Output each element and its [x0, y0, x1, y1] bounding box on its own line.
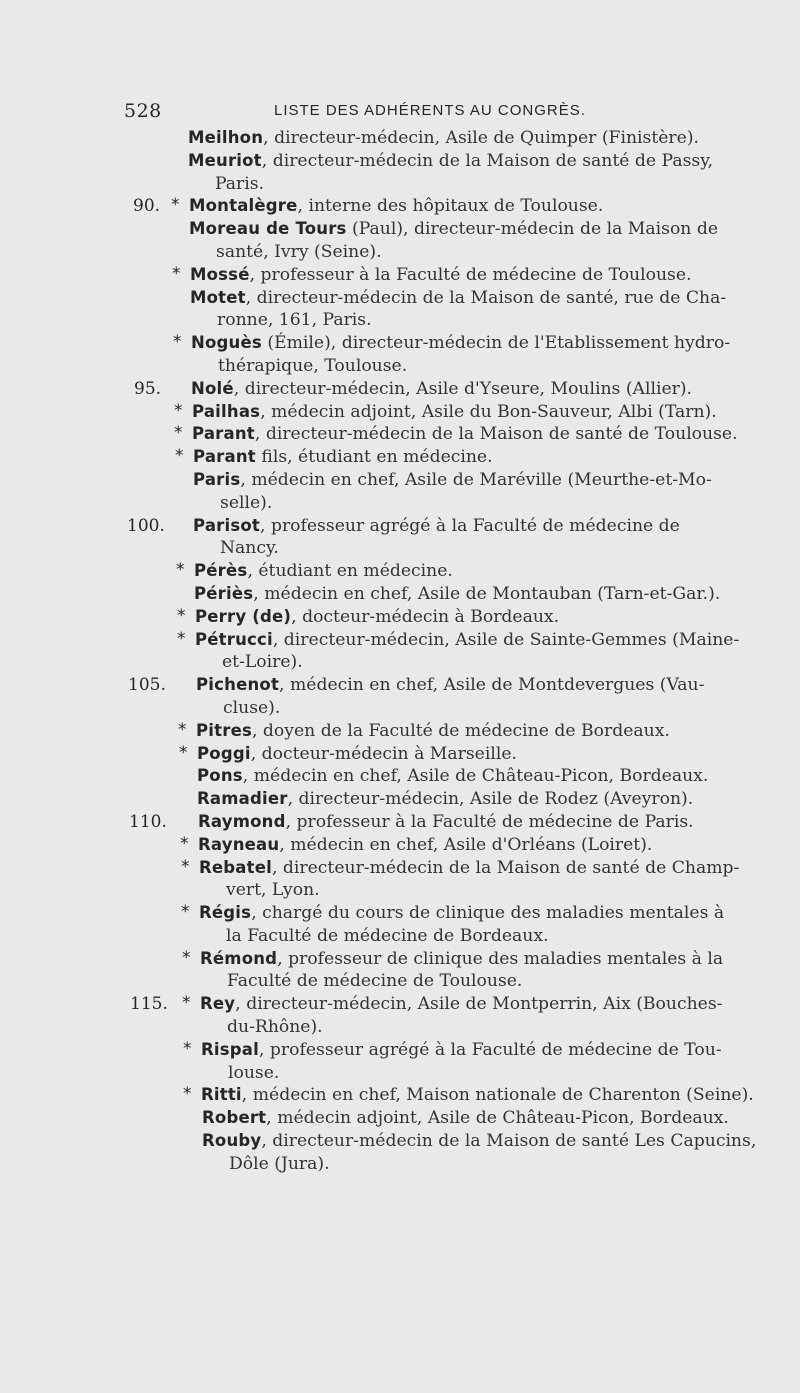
entry-continuation-line — [0, 355, 800, 378]
member-description: , chargé du cours de clinique des maladies mentales à — [251, 903, 725, 924]
member-entry — [0, 606, 800, 629]
member-description: santé, Ivry (Seine). — [216, 241, 382, 262]
member-name: Robert — [202, 1108, 267, 1128]
entry-line — [0, 743, 800, 766]
member-name: Rispal — [201, 1039, 259, 1059]
asterisk-marker: * — [174, 423, 183, 444]
member-name: Régis — [199, 903, 252, 923]
entry-line — [0, 287, 800, 310]
member-name: Pétrucci — [195, 629, 273, 649]
member-entry — [0, 218, 800, 264]
member-name: Meuriot — [188, 150, 262, 170]
member-description: , médecin adjoint, Asile du Bon-Sauveur, Albi (Tarn). — [260, 401, 717, 422]
member-name: Parisot — [193, 515, 261, 535]
member-description: , professeur agrégé à la Faculté de médecine de — [260, 515, 680, 536]
asterisk-marker: * — [173, 332, 182, 353]
asterisk-marker: * — [180, 833, 189, 854]
member-description: et-Loire). — [222, 652, 303, 673]
member-description: , directeur-médecin, Asile de Rodez (Aveyron). — [287, 789, 694, 810]
entry-line — [0, 469, 800, 492]
entry-line — [0, 264, 800, 287]
member-name: Rey — [200, 994, 236, 1014]
member-description: , docteur-médecin à Marseille. — [250, 743, 517, 764]
member-entry — [0, 150, 800, 196]
entry-number: 100. — [127, 515, 165, 536]
entry-line — [0, 606, 800, 629]
entry-line — [0, 583, 800, 606]
asterisk-marker: * — [177, 605, 186, 626]
member-entry — [0, 629, 800, 675]
member-name: Motet — [190, 287, 246, 307]
entry-line — [0, 1039, 800, 1062]
entry-number: 115. — [130, 994, 168, 1015]
entry-continuation-line — [0, 309, 800, 332]
entry-line — [0, 378, 800, 401]
member-entry — [0, 902, 800, 948]
entry-continuation-line — [0, 1153, 800, 1176]
member-name: Parant — [193, 447, 256, 467]
member-description: la Faculté de médecine de Bordeaux. — [226, 925, 549, 946]
member-description: , médecin en chef, Asile de Château-Picon, Bordeaux. — [242, 766, 709, 787]
entry-line — [0, 811, 800, 834]
member-name: Raymond — [198, 811, 286, 831]
member-description: , professeur à la Faculté de médecine de Paris. — [285, 811, 694, 832]
member-name: Rebatel — [199, 857, 272, 877]
member-description: fils, étudiant en médecine. — [255, 447, 493, 468]
member-name: Paris — [193, 469, 241, 489]
member-entry — [0, 378, 800, 401]
entry-line — [0, 857, 800, 880]
asterisk-marker: * — [175, 446, 184, 467]
entry-line — [0, 834, 800, 857]
asterisk-marker: * — [178, 719, 187, 740]
entry-line — [0, 788, 800, 811]
entry-line — [0, 332, 800, 355]
member-entry — [0, 423, 800, 446]
asterisk-marker: * — [181, 902, 190, 923]
member-description: Paris. — [215, 173, 265, 194]
entry-continuation-line — [0, 651, 800, 674]
member-description: Faculté de médecine de Toulouse. — [227, 971, 523, 992]
member-entry — [0, 834, 800, 857]
member-name: Pailhas — [192, 401, 261, 421]
member-name: Moreau de Tours — [189, 219, 347, 239]
member-description: (Émile), directeur-médecin de l'Etablissement hydro- — [261, 333, 731, 354]
asterisk-marker: * — [177, 628, 186, 649]
entry-line — [0, 1107, 800, 1130]
member-entry — [0, 857, 800, 903]
entry-line — [0, 150, 800, 173]
member-entry — [0, 583, 800, 606]
member-description: , interne des hôpitaux de Toulouse. — [297, 196, 604, 217]
member-entry — [0, 993, 800, 1039]
entry-line — [0, 1084, 800, 1107]
member-description: , doyen de la Faculté de médecine de Bordeaux. — [252, 720, 670, 741]
entry-number: 90. — [133, 196, 161, 217]
member-entry — [0, 560, 800, 583]
member-description: thérapique, Toulouse. — [218, 355, 408, 376]
entry-continuation-line — [0, 1016, 800, 1039]
asterisk-marker: * — [171, 195, 180, 216]
entry-number: 110. — [129, 811, 167, 832]
member-description: , médecin en chef, Asile d'Orléans (Loiret). — [279, 834, 653, 855]
member-name: Rayneau — [198, 834, 280, 854]
entry-line — [0, 765, 800, 788]
entry-continuation-line — [0, 537, 800, 560]
member-name: Poggi — [197, 743, 251, 763]
member-name: Perry (de) — [195, 606, 292, 626]
member-entry — [0, 765, 800, 788]
asterisk-marker: * — [183, 1038, 192, 1059]
member-description: , directeur-médecin, Asile de Quimper (Finistère). — [263, 128, 699, 148]
entry-line — [0, 218, 800, 241]
entry-continuation-line — [0, 173, 800, 196]
entry-line — [0, 993, 800, 1016]
member-list — [0, 127, 800, 1176]
member-entry — [0, 1039, 800, 1085]
member-name: Rémond — [200, 948, 278, 968]
member-entry — [0, 264, 800, 287]
member-description: , professeur à la Faculté de médecine de Toulouse. — [249, 264, 692, 285]
entry-continuation-line — [0, 879, 800, 902]
entry-line — [0, 515, 800, 538]
asterisk-marker: * — [174, 400, 183, 421]
page-number: 528 — [124, 100, 162, 122]
member-name: Rouby — [202, 1131, 262, 1151]
member-entry — [0, 948, 800, 994]
member-description: cluse). — [223, 697, 281, 718]
member-entry — [0, 720, 800, 743]
member-name: Nolé — [191, 378, 234, 398]
asterisk-marker: * — [176, 560, 185, 581]
member-entry — [0, 332, 800, 378]
entry-continuation-line — [0, 492, 800, 515]
member-description: Nancy. — [220, 538, 279, 559]
entry-line — [0, 674, 800, 697]
entry-line — [0, 127, 800, 150]
member-description: , directeur-médecin de la Maison de santé de Passy, — [261, 150, 714, 171]
member-entry — [0, 446, 800, 469]
member-entry — [0, 743, 800, 766]
entry-line — [0, 423, 800, 446]
member-entry — [0, 195, 800, 218]
entry-continuation-line — [0, 241, 800, 264]
member-name: Pichenot — [196, 675, 280, 695]
asterisk-marker: * — [179, 742, 188, 763]
member-description: , directeur-médecin de la Maison de santé de Toulouse. — [254, 424, 738, 445]
member-entry — [0, 811, 800, 834]
member-description: , médecin en chef, Asile de Maréville (Meurthe-et-Mo- — [240, 469, 712, 490]
member-description: (Paul), directeur-médecin de la Maison de — [346, 219, 719, 240]
member-entry — [0, 287, 800, 333]
member-description: , docteur-médecin à Bordeaux. — [291, 606, 560, 627]
entry-line — [0, 902, 800, 925]
asterisk-marker: * — [181, 856, 190, 877]
member-description: Dôle (Jura). — [229, 1153, 330, 1174]
member-name: Pérès — [194, 561, 248, 581]
member-name: Pitres — [196, 720, 252, 740]
member-description: , médecin en chef, Asile de Montauban (Tarn-et-Gar.). — [253, 583, 721, 604]
member-name: Noguès — [191, 333, 262, 353]
member-entry — [0, 469, 800, 515]
member-entry — [0, 127, 800, 150]
entry-line — [0, 629, 800, 652]
member-description: , directeur-médecin de la Maison de santé, rue de Cha- — [245, 287, 727, 308]
asterisk-marker: * — [183, 1084, 192, 1105]
member-description: , directeur-médecin, Asile de Sainte-Gemmes (Maine- — [272, 629, 740, 650]
member-description: , directeur-médecin, Asile d'Yseure, Moulins (Allier). — [233, 378, 693, 399]
member-description: , directeur-médecin, Asile de Montperrin, Aix (Bouches- — [235, 994, 723, 1015]
entry-continuation-line — [0, 697, 800, 720]
member-entry — [0, 674, 800, 720]
member-entry — [0, 515, 800, 561]
member-entry — [0, 1130, 800, 1176]
member-description: , médecin adjoint, Asile de Château-Picon, Bordeaux. — [266, 1108, 729, 1129]
entry-line — [0, 948, 800, 971]
entry-continuation-line — [0, 970, 800, 993]
entry-line — [0, 560, 800, 583]
asterisk-marker: * — [182, 947, 191, 968]
member-entry — [0, 788, 800, 811]
entry-line — [0, 195, 800, 218]
member-description: , directeur-médecin de la Maison de santé Les Capucins, — [261, 1131, 757, 1152]
entry-continuation-line — [0, 1062, 800, 1085]
member-description: louse. — [228, 1062, 280, 1083]
member-name: Périès — [194, 583, 254, 603]
member-description: selle). — [220, 492, 273, 513]
member-description: , directeur-médecin de la Maison de santé de Champ- — [271, 857, 740, 878]
member-description: , professeur de clinique des maladies mentales à la — [277, 948, 724, 969]
entry-line — [0, 446, 800, 469]
member-name: Ritti — [201, 1085, 242, 1105]
member-description: , médecin en chef, Asile de Montdevergues (Vau- — [279, 675, 705, 696]
entry-number: 95. — [134, 378, 162, 399]
asterisk-marker: * — [172, 263, 181, 284]
entry-line — [0, 401, 800, 424]
page-header — [124, 100, 800, 124]
member-description: ronne, 161, Paris. — [217, 310, 372, 331]
member-name: Montalègre — [189, 196, 298, 216]
member-entry — [0, 1107, 800, 1130]
member-name: Ramadier — [197, 789, 288, 809]
entry-number: 105. — [128, 675, 166, 696]
running-title: LISTE DES ADHÉRENTS AU CONGRÈS. — [274, 102, 586, 119]
member-description: du-Rhône). — [227, 1017, 323, 1038]
member-name: Parant — [192, 424, 255, 444]
member-entry — [0, 1084, 800, 1107]
member-description: vert, Lyon. — [226, 880, 320, 901]
member-name: Meilhon — [188, 128, 264, 147]
member-entry — [0, 401, 800, 424]
member-description: , médecin en chef, Maison nationale de Charenton (Seine). — [241, 1085, 754, 1106]
member-description: , étudiant en médecine. — [247, 561, 453, 582]
member-description: , professeur agrégé à la Faculté de médecine de Tou- — [258, 1039, 722, 1060]
member-name: Pons — [197, 766, 243, 786]
entry-line — [0, 1130, 800, 1153]
asterisk-marker: * — [182, 993, 191, 1014]
entry-line — [0, 720, 800, 743]
entry-continuation-line — [0, 925, 800, 948]
member-name: Mossé — [190, 264, 250, 284]
